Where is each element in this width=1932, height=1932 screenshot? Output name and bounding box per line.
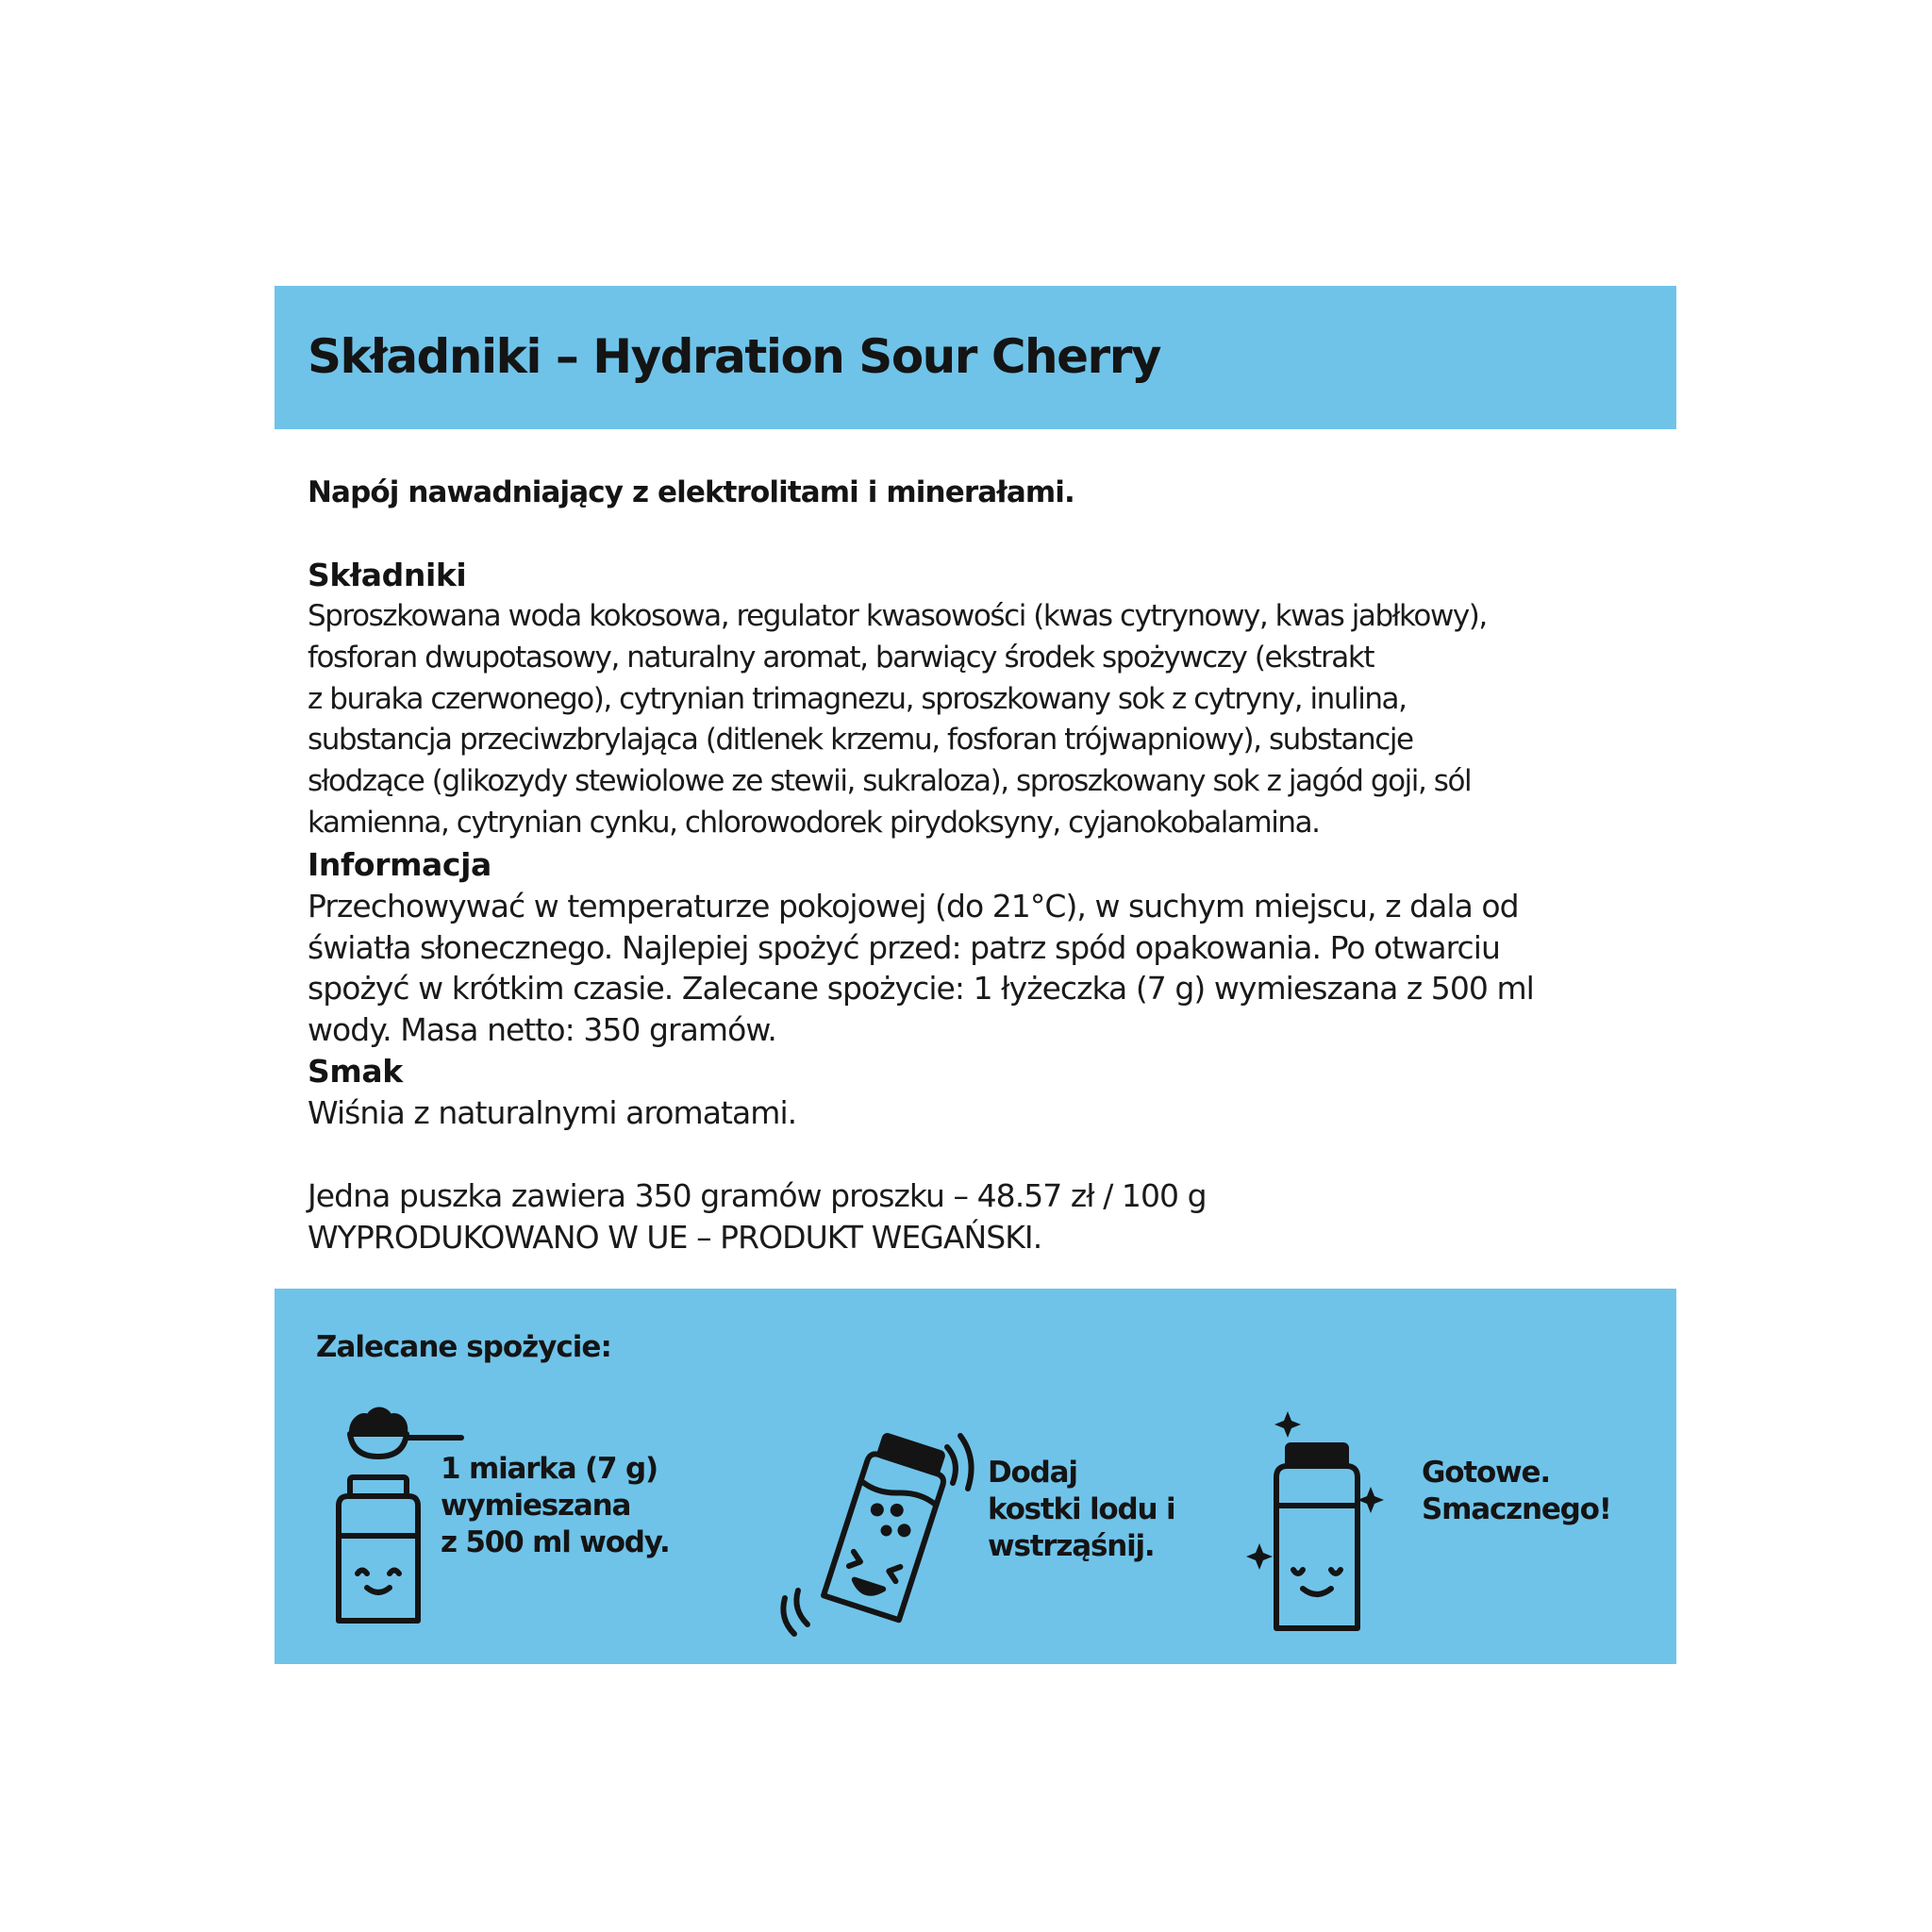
information-line: wody. Masa netto: 350 gramów. [308, 1011, 776, 1049]
ingredients-heading: Składniki [308, 557, 467, 593]
taste-heading: Smak [308, 1052, 403, 1090]
step-2-line: wstrząśnij. [988, 1529, 1155, 1563]
product-description [308, 472, 1666, 1257]
ingredients-line: kamienna, cytrynian cynku, chlorowodorek pirydoksyny, cyjanokobalamina. [308, 805, 1320, 840]
information-section [308, 844, 1666, 1051]
taste-section [308, 1051, 1666, 1134]
usage-title: Zalecane spożycie: [316, 1330, 611, 1364]
step-3-line: Smacznego! [1422, 1492, 1611, 1526]
information-line: spożyć w krótkim czasie. Zalecane spożycie: 1 łyżeczka (7 g) wymieszana z 500 ml [308, 970, 1534, 1008]
ingredients-section [308, 555, 1666, 844]
usage-panel [275, 1289, 1676, 1664]
step-3-line: Gotowe. [1422, 1456, 1550, 1490]
ingredients-line: Sproszkowana woda kokosowa, regulator kwasowości (kwas cytrynowy, kwas jabłkowy), [308, 599, 1487, 633]
step-1-line: z 500 ml wody. [441, 1525, 670, 1559]
step-3-text [1422, 1455, 1611, 1528]
footer-section [308, 1175, 1666, 1258]
step-1-line: wymieszana [441, 1489, 631, 1523]
intro-text: Napój nawadniający z elektrolitami i minerałami. [308, 475, 1074, 509]
ingredients-line: fosforan dwupotasowy, naturalny aromat, barwiący środek spożywczy (ekstrakt [308, 640, 1374, 675]
information-line: Przechowywać w temperaturze pokojowej (do 21°C), w suchym miejscu, z dala od [308, 887, 1519, 924]
step-1-text [441, 1451, 670, 1561]
sparkling-bottle-icon [1246, 1411, 1388, 1638]
information-line: światła słonecznego. Najlepiej spożyć przed: patrz spód opakowania. Po otwarciu [308, 928, 1500, 966]
taste-line: Wiśnia z naturalnymi aromatami. [308, 1093, 797, 1131]
page-title: Składniki – Hydration Sour Cherry [308, 329, 1160, 384]
header-banner [275, 286, 1676, 429]
step-2-line: Dodaj [988, 1456, 1077, 1490]
ingredients-line: substancja przeciwzbrylająca (ditlenek krzemu, fosforan trójwapniowy), substancje [308, 723, 1413, 758]
step-1-line: 1 miarka (7 g) [441, 1452, 658, 1486]
information-heading: Informacja [308, 845, 491, 883]
ingredients-line: słodzące (glikozydy stewiolowe ze stewii, sukraloza), sproszkowany sok z jagód goji, sól [308, 764, 1472, 799]
step-2-text [988, 1455, 1174, 1565]
origin-line: WYPRODUKOWANO W UE – PRODUKT WEGAŃSKI. [308, 1218, 1042, 1256]
ingredients-line: z buraka czerwonego), cytrynian trimagnezu, sproszkowany sok z cytryny, inulina, [308, 681, 1407, 716]
price-line: Jedna puszka zawiera 350 gramów proszku – 48.57 zł / 100 g [308, 1176, 1207, 1214]
shaking-bottle-icon [779, 1430, 977, 1638]
step-2-line: kostki lodu i [988, 1492, 1175, 1526]
